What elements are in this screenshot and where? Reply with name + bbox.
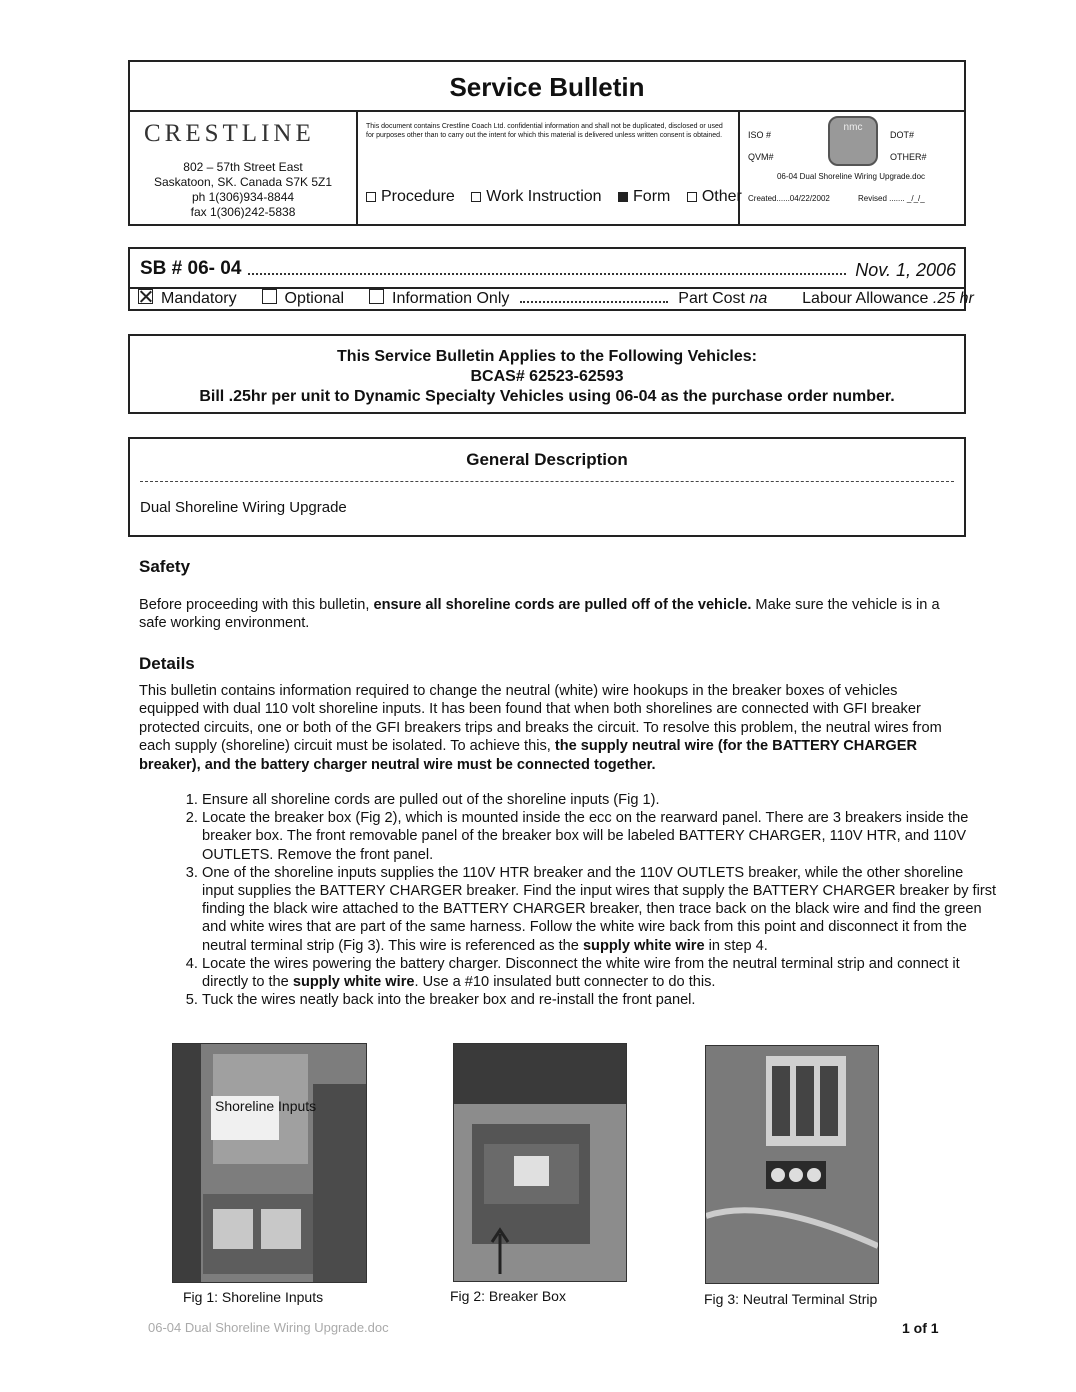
revised-date: Revised ....... _/_/_ — [858, 194, 925, 203]
address-line: 802 – 57th Street East — [183, 160, 303, 174]
sb-number: SB # 06- 04 — [140, 258, 242, 279]
mandatory-label: Mandatory — [161, 290, 237, 307]
sb-date: Nov. 1, 2006 — [855, 260, 956, 280]
labour-allowance-value: .25 hr — [932, 290, 974, 307]
registration-cell — [738, 110, 964, 224]
header-table — [128, 60, 966, 226]
step-2: 2. Locate the breaker box (Fig 2), which is mounted inside the ecc on the rearward panel. There are 3 breakers inside the breaker box. The front removable panel of the breaker box will be labeled BATTERY CHARGER, 110V HTR, and 110V OUTLETS. Remove the front panel. — [202, 809, 997, 864]
doctype-procedure: Procedure — [366, 188, 455, 205]
doctype-work-instruction: Work Instruction — [471, 188, 601, 205]
sb-info-box — [128, 247, 974, 311]
address-line: Saskatoon, SK. Canada S7K 5Z1 — [153, 175, 333, 189]
information-only-label: Information Only — [392, 290, 510, 307]
document-type-options — [366, 188, 754, 206]
dashed-divider — [140, 481, 954, 482]
page-number: 1 of 1 — [902, 1320, 939, 1336]
billing-instruction: Bill .25hr per unit to Dynamic Specialty Vehicles using 06-04 as the purchase order number. — [199, 388, 895, 405]
fig2-breaker-box-photo — [453, 1043, 627, 1282]
nmc-badge-icon: nmc — [828, 116, 878, 166]
general-description-title: General Description — [466, 450, 628, 469]
part-cost-label: Part Cost — [678, 290, 745, 307]
labour-allowance-label: Labour Allowance — [802, 290, 929, 307]
vehicle-range: BCAS# 62523-62593 — [470, 368, 624, 385]
mandatory-checkbox — [138, 289, 153, 304]
fax: fax 1(306)242-5838 — [190, 205, 296, 219]
step-1: 1. Ensure all shoreline cords are pulled out of the shoreline inputs (Fig 1). — [202, 791, 997, 809]
company-address — [130, 160, 356, 220]
iso-label: ISO # — [748, 130, 772, 140]
fig2-caption: Fig 2: Breaker Box — [450, 1288, 566, 1304]
applies-heading: This Service Bulletin Applies to the Following Vehicles: — [337, 348, 757, 365]
fig1-inline-label: Shoreline Inputs — [215, 1098, 317, 1114]
details-heading: Details — [139, 654, 195, 673]
qvm-label: QVM# — [748, 152, 774, 162]
fig1-caption: Fig 1: Shoreline Inputs — [183, 1289, 324, 1305]
other-label: OTHER# — [890, 152, 927, 162]
general-description-text: Dual Shoreline Wiring Upgrade — [140, 499, 347, 516]
file-name: 06-04 Dual Shoreline Wiring Upgrade.doc — [776, 172, 926, 181]
confidential-notice: This document contains Crestline Coach Ltd. confidential information and shall not be duplicated, disclosed or used for purposes other than to carry out the intent for which this material is delivered unless written consent is obtained. — [366, 123, 723, 139]
part-cost-value: na — [749, 290, 768, 307]
doctype-other: Other — [687, 188, 742, 205]
sb-number-line — [130, 249, 964, 289]
crestline-logo: CRESTLINE — [144, 120, 315, 147]
information-only-checkbox — [369, 289, 384, 304]
step-4: 4. Locate the wires powering the battery charger. Disconnect the white wire from the neutral terminal strip and connect it directly to the supply white wire. Use a #10 insulated butt connecter to do this. — [202, 955, 997, 991]
details-paragraph: This bulletin contains information required to change the neutral (white) wire hookups in the breaker boxes of vehicles equipped with dual 110 volt shoreline inputs. It has been found that when both shorelines are connected with GFI breaker protected circuits, one or both of the GFI breakers trips and breaks the circuit. To resolve this problem, the neutral wires from each supply (shoreline) circuit must be isolated. To achieve this, the supply neutral wire (for the BATTERY CHARGER breaker), and the battery charger neutral wire must be connected together. — [139, 683, 942, 773]
dot-label: DOT# — [890, 130, 915, 140]
optional-checkbox — [262, 289, 277, 304]
phone: ph 1(306)934-8844 — [191, 190, 295, 204]
step-5: 5. Tuck the wires neatly back into the breaker box and re-install the front panel. — [202, 991, 997, 1009]
created-date: Created......04/22/2002 — [748, 194, 830, 203]
dot-leader — [248, 259, 846, 275]
doctype-form: Form — [618, 188, 670, 205]
sb-type-line — [138, 290, 974, 308]
fig3-caption: Fig 3: Neutral Terminal Strip — [704, 1291, 878, 1307]
applicability-box — [128, 334, 966, 414]
confidential-cell — [356, 110, 740, 224]
safety-heading: Safety — [139, 557, 191, 576]
step-3: 3. One of the shoreline inputs supplies the 110V HTR breaker and the 110V OUTLETS breaker, while the other shoreline input supplies the BATTERY CHARGER breaker. Find the input wires that supply the BATTERY CHARGER breaker by first finding the black wire attached to the BATTERY CHARGER breaker, then trace back on the black wire and find the green and white wires that are part of the same harness. Follow the white wire back from this point and disconnect it from the neutral terminal strip (Fig 3). This wire is referenced as the supply white wire in step 4. — [202, 864, 997, 955]
logo-cell — [130, 110, 358, 224]
general-description-box — [128, 437, 966, 537]
procedure-steps — [168, 791, 997, 1009]
safety-paragraph: Before proceeding with this bulletin, ensure all shoreline cords are pulled off of the vehicle. Make sure the vehicle is in a safe working environment. — [139, 597, 940, 632]
footer-file-name: 06-04 Dual Shoreline Wiring Upgrade.doc — [148, 1320, 389, 1335]
optional-label: Optional — [284, 290, 345, 307]
fig3-terminal-strip-photo — [705, 1045, 879, 1284]
bulletin-title: Service Bulletin — [130, 62, 964, 112]
fig1-shoreline-photo — [172, 1043, 367, 1283]
